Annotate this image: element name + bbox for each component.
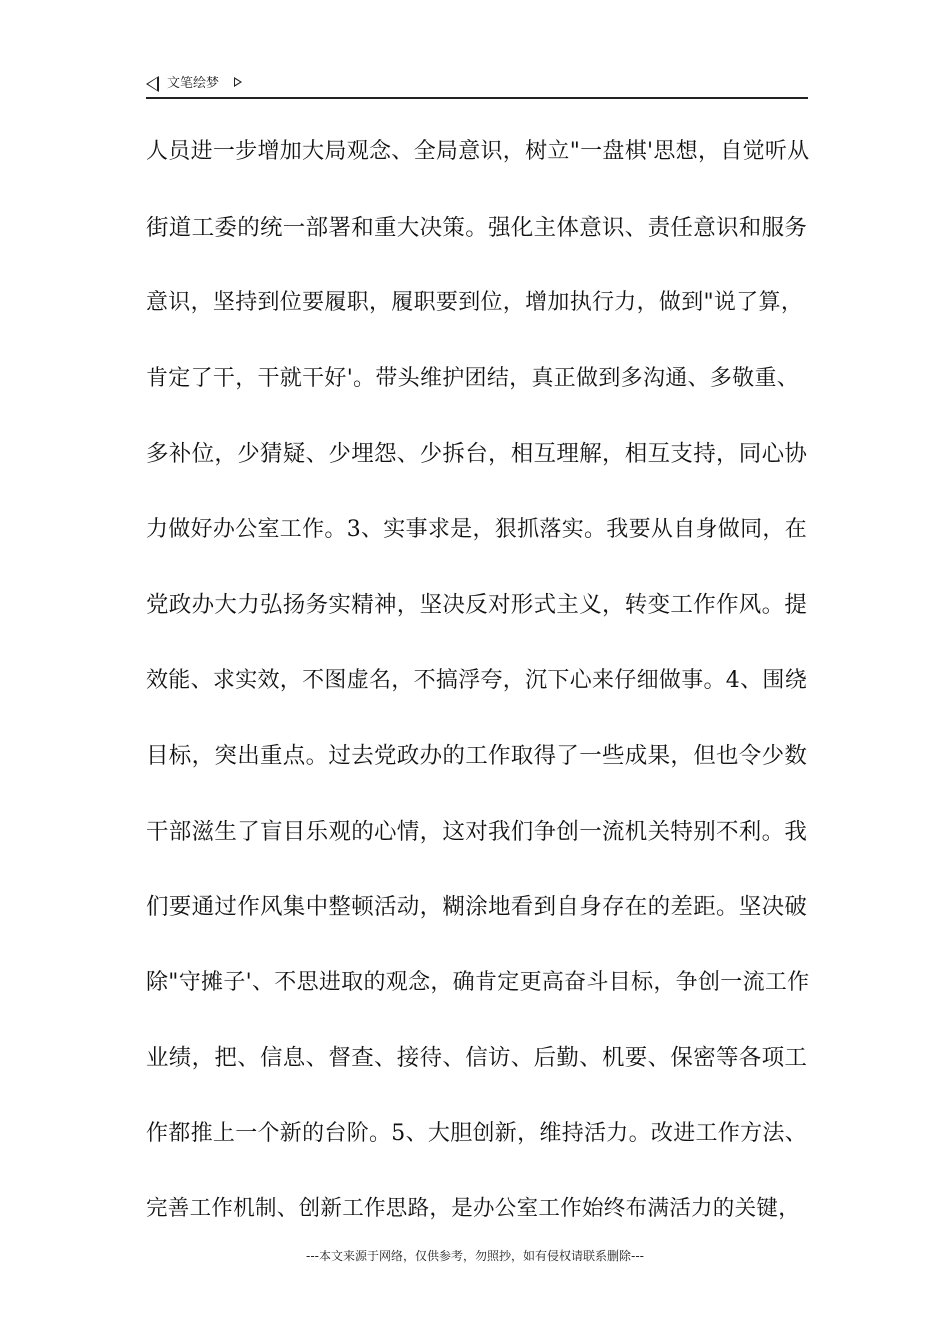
page-header	[146, 74, 808, 98]
text-line: 人员进一步增加大局观念、全局意识，树立"一盘棋'思想，自觉听从	[146, 139, 810, 164]
text-line: 党政办大力弘扬务实精神，坚决反对形式主义，转变工作作风。提	[146, 592, 808, 618]
text-line: 们要通过作风集中整顿活动，糊涂地看到自身存在的差距。坚决破	[146, 894, 808, 920]
document-body	[146, 124, 810, 1257]
text-line: 完善工作机制、创新工作思路，是办公室工作始终布满活力的关键，	[146, 1196, 801, 1221]
text-line: 业绩，把、信息、督查、接待、信访、后勤、机要、保密等各项工	[146, 1045, 808, 1071]
text-line: 干部滋生了盲目乐观的心情，这对我们争创一流机关特别不利。我	[146, 818, 808, 845]
triangle-left-icon	[146, 76, 159, 92]
text-line: 肯定了干，干就干好'。带头维护团结，真正做到多沟通、多敬重、	[146, 365, 800, 391]
text-line: 力做好办公室工作。3、实事求是，狠抓落实。我要从自身做同，在	[146, 516, 807, 542]
text-line: 意识，坚持到位要履职，履职要到位，增加执行力，做到"说了算，	[146, 290, 804, 315]
header-divider	[146, 97, 808, 99]
text-line: 街道工委的统一部署和重大决策。强化主体意识、责任意识和服务	[146, 214, 808, 241]
text-line: 效能、求实效，不图虚名，不搞浮夸，沉下心来仔细做事。4、围绕	[146, 667, 807, 693]
header-title: 文笔绘梦	[167, 76, 220, 91]
text-line: 除"守摊子'、不思进取的观念，确肯定更高奋斗目标，争创一流工作	[146, 969, 810, 995]
text-line: 目标，突出重点。过去党政办的工作取得了一些成果，但也令少数	[146, 743, 808, 769]
text-line: 作都推上一个新的台阶。5、大胆创新，维持活力。改进工作方法、	[146, 1120, 807, 1146]
triangle-right-icon	[234, 77, 242, 87]
footer-disclaimer: ---本文来源于网络，仅供参考，勿照抄，如有侵权请联系删除---	[306, 1249, 644, 1263]
text-line: 多补位，少猜疑、少埋怨、少拆台，相互理解，相互支持，同心协	[146, 441, 808, 467]
